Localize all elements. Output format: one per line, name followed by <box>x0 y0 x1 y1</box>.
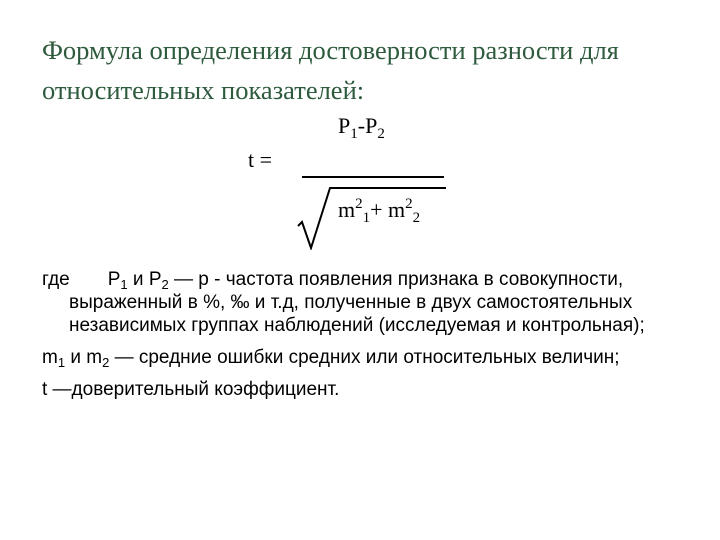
definition-p-text: — р - частота появления признака в совокупности, выраженный в %, ‰ и т.д, полученные в двух самостоятельных независимых группах наблюдений (исследуемая и контрольная); <box>69 269 645 336</box>
fraction-bar <box>302 176 444 178</box>
definitions <box>42 268 702 410</box>
slide-title: Формула определения достоверности разности для относительных показателей: <box>42 35 619 105</box>
symbol-p1-subscript: 1 <box>120 277 128 292</box>
definition-m-text: — средние ошибки средних или относительных величин; <box>109 347 620 368</box>
definition-p <box>42 268 702 337</box>
numerator-minus: - <box>357 113 366 138</box>
symbol-p1: Р <box>107 269 121 290</box>
denominator-m1-power: 2 <box>355 196 363 212</box>
denominator-m1-subscript: 1 <box>362 210 371 226</box>
definition-t-text: t —доверительный коэффициент. <box>42 379 340 400</box>
symbol-m2-subscript: 2 <box>102 355 110 370</box>
numerator-p1: P <box>338 113 351 138</box>
definition-m <box>42 346 702 369</box>
symbol-m1-subscript: 1 <box>57 355 66 370</box>
symbol-m2: и m <box>65 347 103 368</box>
denominator-m1: m <box>338 197 356 222</box>
symbol-m1: m <box>42 347 58 368</box>
formula-numerator <box>338 113 385 142</box>
numerator-p1-subscript: 1 <box>350 126 358 142</box>
denominator-m2-subscript: 2 <box>412 210 421 226</box>
numerator-p2-subscript: 2 <box>377 126 385 142</box>
formula-denominator <box>338 196 421 226</box>
symbol-p2: и Р <box>127 269 162 290</box>
definition-t <box>42 378 702 401</box>
denominator-plus: + <box>370 197 389 222</box>
denominator-m2: m <box>388 197 406 222</box>
definition-prefix: где <box>42 269 70 290</box>
numerator-p2: P <box>365 113 378 138</box>
symbol-p2-subscript: 2 <box>161 277 169 292</box>
formula-lhs: t = <box>248 147 273 172</box>
denominator-m2-power: 2 <box>405 196 413 212</box>
